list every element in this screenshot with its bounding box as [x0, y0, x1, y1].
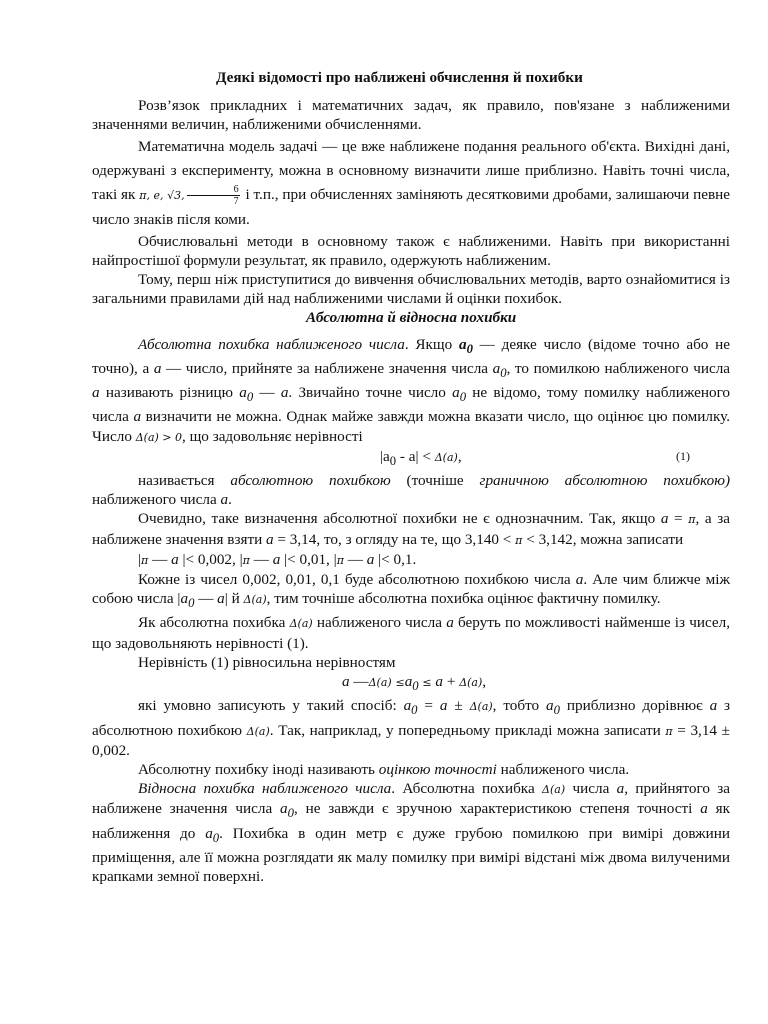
inequality-1: $|a_0 - a| < \Delta(a)$, (1): [380, 447, 690, 468]
document-page: [92, 68, 730, 886]
paragraph-model: Математична модель задачі — це вже наближене подання реального об'єкта. Вихідні дані, одержувані з експерименту, можна в основному визначити лише приблизно. Навіть точні числа, такі як π, e, √3, $\frac{6}{7}$ і т.п., при обчисленнях заміняють десятковими дробами, залишаючи певне число знаків після коми.: [92, 137, 731, 228]
paragraph-intro: Розв’язок прикладних і математичних задач, як правило, пов'язане з наближеними значеннями величин, наближеними обчисленнями.: [92, 97, 730, 134]
inequality-2: a —Δ(a) $\le a_0 \le a + \Delta(a)$,: [342, 673, 487, 694]
section-title: Абсолютна й відносна похибки: [306, 309, 517, 327]
paragraph-precision: Абсолютну похибку іноді називають оцінкою точності наближеного числа.: [138, 760, 630, 778]
paragraph-definition: називається абсолютною похибкою (точніше граничною абсолютною похибкою) наближеного числа a.: [92, 471, 731, 509]
math-constants: π, e, √3,: [139, 188, 185, 202]
paragraph-methods: Обчислювальні методи в основному також є наближеними. Навіть при використанні найпростішої формули результат, як правило, одержують наближеним.: [92, 232, 730, 269]
fraction-six-sevenths: $\frac{6}{7}$: [187, 184, 240, 207]
paragraph-error-bounds: |π — a |< 0,002, |π — a |< 0,01, |π — a |< 0,1.: [138, 550, 417, 568]
paragraph-absolute-error: Абсолютна похибка наближеного числа. Якщо $a_0$ — деяке число (відоме точно або не точно), а a — число, прийняте за наближене значення числа $a_0$, то помилкою наближеного числа a називають різницю $a_0$ — a. Звичайно точне число $a_0$ не відомо, тому помилку наближеного числа a визначити не можна. Однак майже завжди можна вказати число, що оцінює цю помилку. Число Δ(a) > 0, що задовольняє нерівності: [92, 335, 731, 445]
paragraph-closer-bounds: Кожне із чисел 0,002, 0,01, 0,1 буде абсолютною похибкою числа a. Але чим ближче між собою числа $|a_0$ — a| й Δ(a), тим точніше абсолютна похибка оцінює фактичну помилку.: [92, 570, 730, 611]
equation-number: (1): [676, 448, 690, 463]
paragraph-before-study: Тому, перш ніж приступитися до вивчення обчислювальних методів, варто ознайомитися із загальними правилами дій над наближеними числами й оцінки похибок.: [92, 271, 730, 308]
paragraph-notation: які умовно записують у такий спосіб: $a_0 = a \pm \Delta(a)$, тобто $a_0$ приблизно дорівнює a з абсолютною похибкою Δ(a). Так, наприклад, у попередньому прикладі можна записати π = 3,14 ± 0,002.: [92, 697, 731, 759]
paragraph-equivalent: Нерівність (1) рівносильна нерівностям: [138, 653, 396, 671]
paragraph-relative-error: Відносна похибка наближеного числа. Абсолютна похибка Δ(a) числа a, прийнятого за наближене значення числа $a_0$, не завжди є зручною характеристикою степеня точності a як наближення до $a_0$. Похибка в один метр є дуже грубою помилкою при вимірі довжини приміщення, але її можна розглядати як малу помилку при вимірі відстані між двома вилученими крапками земної поверхні.: [92, 780, 731, 885]
document-title: Деякі відомості про наближені обчислення й похибки: [216, 69, 583, 86]
paragraph-choose-error: Як абсолютна похибка Δ(a) наближеного числа a беруть по можливості найменше із чисел, що задовольняють нерівності (1).: [92, 614, 731, 652]
paragraph-example-pi: Очевидно, таке визначення абсолютної похибки не є однозначним. Так, якщо a = π, а за наближене значення взяти a = 3,14, то, з огляду на те, що 3,140 < π < 3,142, можна записати: [92, 510, 731, 548]
delta-positive: Δ(a) > 0: [135, 430, 183, 444]
